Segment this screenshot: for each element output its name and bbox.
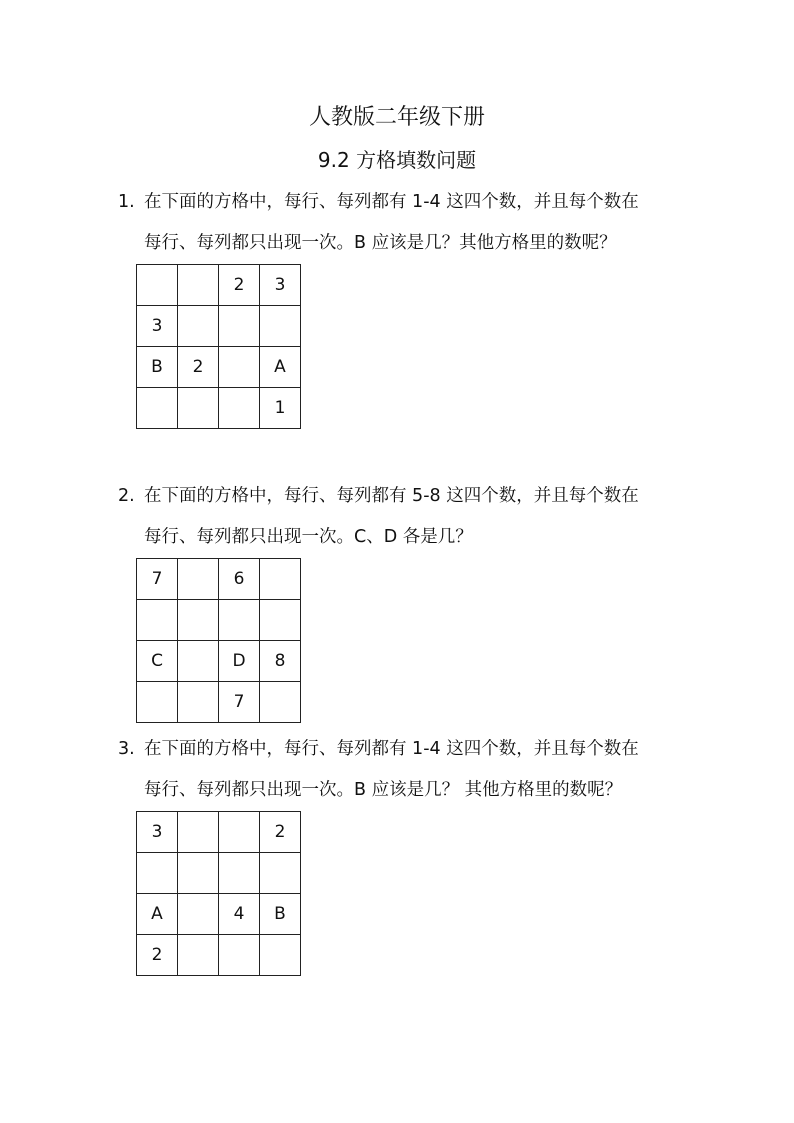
grid-cell (178, 600, 219, 641)
grid-cell (137, 682, 178, 723)
grid-row (137, 306, 301, 347)
grid-row (137, 682, 301, 723)
grid-cell (178, 853, 219, 894)
grid-cell: B (260, 894, 301, 935)
grid-cell (178, 682, 219, 723)
grid-cell: A (137, 894, 178, 935)
grid-cell (219, 388, 260, 429)
grid-cell (178, 935, 219, 976)
question-number: 1. (118, 192, 135, 212)
number-grid (136, 558, 301, 723)
grid-row (137, 265, 301, 306)
grid-cell (178, 894, 219, 935)
question-text-line-2: 每行、每列都只出现一次。B 应该是几？其他方格里的数呢？ (144, 233, 617, 253)
question-number: 3. (118, 739, 135, 759)
grid-cell (260, 306, 301, 347)
grid-cell (219, 853, 260, 894)
grid-cell: 7 (219, 682, 260, 723)
question-text-line-1: 在下面的方格中，每行、每列都有 1-4 这四个数，并且每个数在 (144, 192, 639, 212)
grid-row (137, 347, 301, 388)
grid-row (137, 894, 301, 935)
grid-cell (219, 935, 260, 976)
grid-row (137, 641, 301, 682)
grid-cell (260, 559, 301, 600)
grid-row (137, 853, 301, 894)
grid-cell: C (137, 641, 178, 682)
question-text-line-2: 每行、每列都只出现一次。B 应该是几？ 其他方格里的数呢？ (144, 780, 623, 800)
grid-cell (260, 600, 301, 641)
grid-cell (178, 388, 219, 429)
grid-row (137, 935, 301, 976)
grid-cell (219, 600, 260, 641)
question-text-line-2: 每行、每列都只出现一次。C、D 各是几？ (144, 527, 473, 547)
grid-cell (137, 388, 178, 429)
grid-cell: 3 (137, 306, 178, 347)
grid-cell (260, 935, 301, 976)
grid-cell (137, 600, 178, 641)
grid-cell (260, 682, 301, 723)
grid-cell: 3 (260, 265, 301, 306)
grid-row (137, 600, 301, 641)
grid-cell: 1 (260, 388, 301, 429)
grid-cell: D (219, 641, 260, 682)
grid-cell (219, 347, 260, 388)
grid-cell: 2 (137, 935, 178, 976)
grid-row (137, 812, 301, 853)
grid-cell: 7 (137, 559, 178, 600)
number-grid (136, 264, 301, 429)
grid-cell: A (260, 347, 301, 388)
question-number: 2. (118, 486, 135, 506)
grid-cell: 2 (178, 347, 219, 388)
question-text-line-1: 在下面的方格中，每行、每列都有 5-8 这四个数，并且每个数在 (144, 486, 639, 506)
grid-row (137, 559, 301, 600)
grid-cell (178, 641, 219, 682)
grid-cell (178, 306, 219, 347)
grid-cell: 4 (219, 894, 260, 935)
grid-cell: 3 (137, 812, 178, 853)
question-text-line-1: 在下面的方格中，每行、每列都有 1-4 这四个数，并且每个数在 (144, 739, 639, 759)
grid-row (137, 388, 301, 429)
grid-cell: 8 (260, 641, 301, 682)
grid-cell: 2 (219, 265, 260, 306)
grid-cell (137, 265, 178, 306)
grid-cell (137, 853, 178, 894)
page-title: 人教版二年级下册 (308, 105, 485, 130)
grid-cell (178, 812, 219, 853)
grid-cell: B (137, 347, 178, 388)
page-subtitle: 9.2 方格填数问题 (317, 148, 477, 172)
grid-cell: 6 (219, 559, 260, 600)
grid-cell (219, 812, 260, 853)
grid-cell: 2 (260, 812, 301, 853)
number-grid (136, 811, 301, 976)
grid-cell (260, 853, 301, 894)
grid-cell (178, 559, 219, 600)
grid-cell (219, 306, 260, 347)
grid-cell (178, 265, 219, 306)
